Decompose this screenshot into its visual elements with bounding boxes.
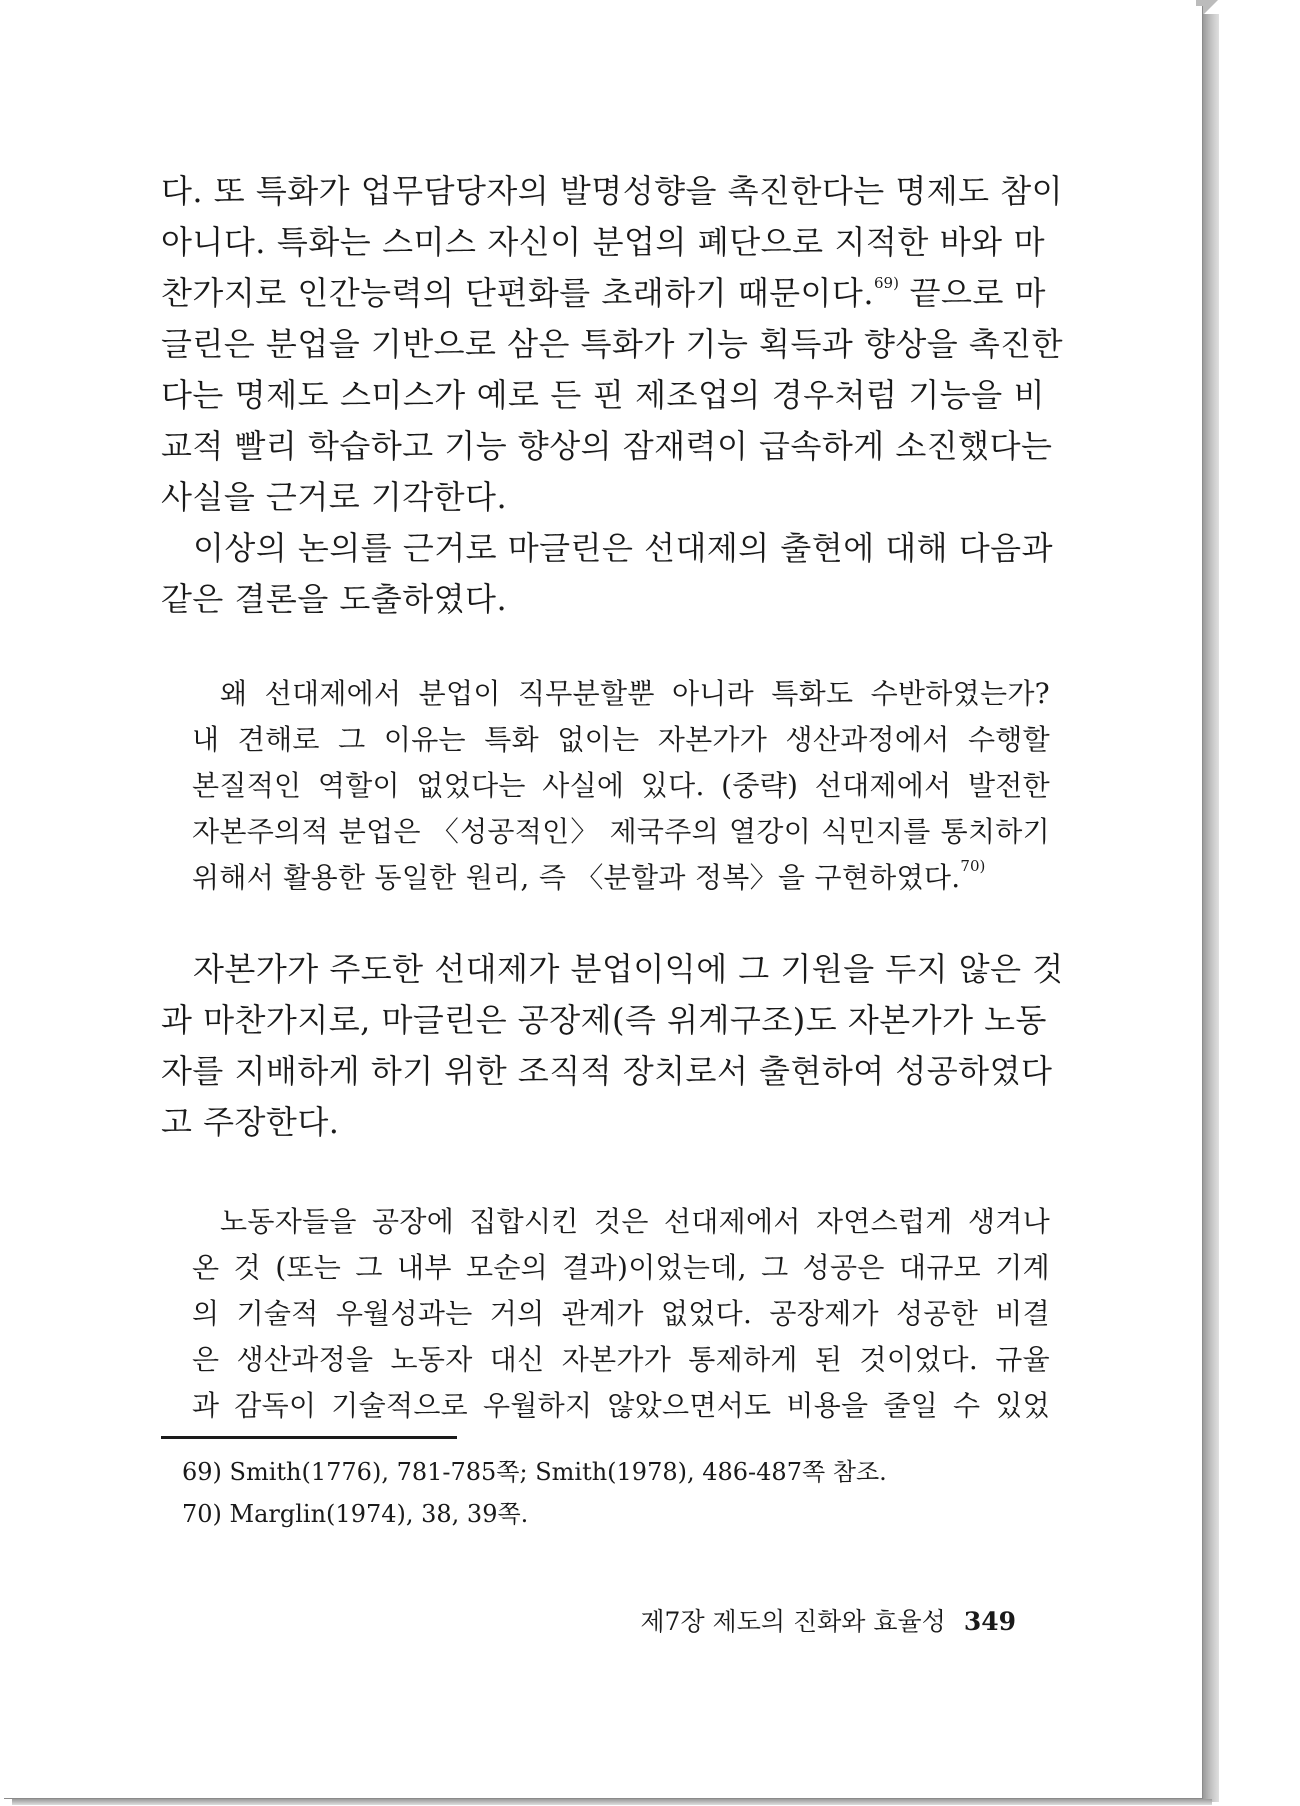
footnote-ref-70[interactable]: 70) bbox=[960, 857, 986, 875]
quote-line: 본질적인 역할이 없었다는 사실에 있다. (중략) 선대제에서 발전한 bbox=[192, 769, 1050, 802]
quote-line: 자본주의적 분업은 〈성공적인〉 제국주의 열강이 식민지를 통치하기 bbox=[192, 815, 1050, 848]
quote-line: 의 기술적 우월성과는 거의 관계가 없었다. 공장제가 성공한 비결 bbox=[192, 1297, 1050, 1330]
page-bottom-shadow bbox=[12, 1799, 1212, 1805]
text-segment: 끝으로 마 bbox=[909, 274, 1046, 312]
text-line: 같은 결론을 도출하였다. bbox=[161, 580, 508, 618]
text-line: 사실을 근거로 기각한다. bbox=[161, 478, 508, 516]
page-number: 349 bbox=[963, 1607, 1016, 1636]
quote-line: 왜 선대제에서 분업이 직무분할뿐 아니라 특화도 수반하였는가? bbox=[220, 677, 1050, 710]
block-quote-1 bbox=[192, 671, 1050, 901]
footnotes bbox=[182, 1451, 887, 1535]
paragraph-1 bbox=[161, 166, 1064, 523]
footnote-69: 69) Smith(1776), 781-785쪽; Smith(1978), 486-487쪽 참조. bbox=[182, 1458, 887, 1486]
text-segment: 찬가지로 인간능력의 단편화를 초래하기 때문이다. bbox=[161, 274, 875, 312]
quote-line: 온 것 (또는 그 내부 모순의 결과)이었는데, 그 성공은 대규모 기계 bbox=[192, 1251, 1050, 1284]
footnote-rule bbox=[161, 1436, 457, 1439]
quote-line: 내 견해로 그 이유는 특화 없이는 자본가가 생산과정에서 수행할 bbox=[192, 723, 1050, 756]
text-line: 다. 또 특화가 업무담당자의 발명성향을 촉진한다는 명제도 참이 bbox=[161, 172, 1064, 210]
document-page bbox=[4, 6, 1203, 1799]
quote-line: 노동자들을 공장에 집합시킨 것은 선대제에서 자연스럽게 생겨나 bbox=[220, 1205, 1050, 1238]
text-line: 자를 지배하게 하기 위한 조직적 장치로서 출현하여 성공하였다 bbox=[161, 1052, 1053, 1090]
text-line: 자본가가 주도한 선대제가 분업이익에 그 기원을 두지 않은 것 bbox=[193, 950, 1064, 988]
text-line: 이상의 논의를 근거로 마글린은 선대제의 출현에 대해 다음과 bbox=[193, 529, 1054, 567]
text-line: 고 주장한다. bbox=[161, 1103, 340, 1141]
text-line: 과 마찬가지로, 마글린은 공장제(즉 위계구조)도 자본가가 노동 bbox=[161, 1001, 1047, 1039]
text-line: 글린은 분업을 기반으로 삼은 특화가 기능 획득과 향상을 촉진한 bbox=[161, 325, 1064, 363]
text-segment: 위해서 활용한 동일한 원리, 즉 〈분할과 정복〉을 구현하였다. bbox=[192, 861, 961, 894]
footnote-ref-69[interactable]: 69) bbox=[874, 274, 899, 292]
chapter-title: 제7장 제도의 진화와 효율성 bbox=[640, 1607, 946, 1636]
paragraph-3 bbox=[161, 944, 1064, 1148]
block-quote-2 bbox=[192, 1199, 1050, 1429]
text-line: 아니다. 특화는 스미스 자신이 분업의 폐단으로 지적한 바와 마 bbox=[161, 223, 1045, 261]
quote-line: 과 감독이 기술적으로 우월하지 않았으면서도 비용을 줄일 수 있었 bbox=[192, 1389, 1050, 1422]
text-line: 교적 빨리 학습하고 기능 향상의 잠재력이 급속하게 소진했다는 bbox=[161, 427, 1053, 465]
running-footer bbox=[606, 1602, 1016, 1638]
paragraph-2 bbox=[161, 523, 1054, 625]
text-line bbox=[161, 268, 1045, 319]
text-line: 다는 명제도 스미스가 예로 든 핀 제조업의 경우처럼 기능을 비 bbox=[161, 376, 1045, 414]
page-edge-shadow bbox=[1203, 14, 1219, 1802]
quote-line bbox=[192, 855, 1050, 901]
footnote-70: 70) Marglin(1974), 38, 39쪽. bbox=[182, 1500, 529, 1528]
quote-line: 은 생산과정을 노동자 대신 자본가가 통제하게 된 것이었다. 규율 bbox=[192, 1343, 1050, 1376]
